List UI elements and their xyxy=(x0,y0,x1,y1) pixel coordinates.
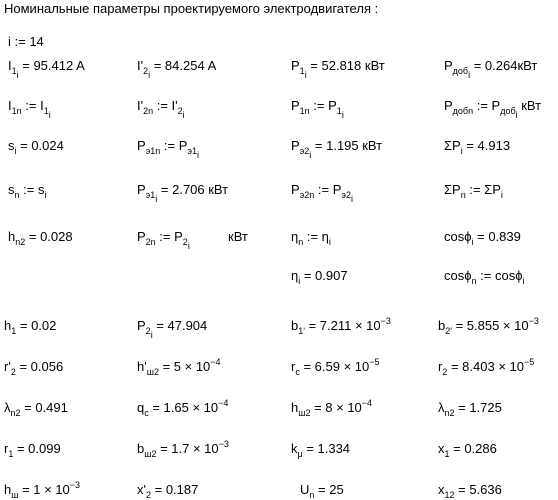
formula-cell: $x_{12} = 5.636$ xyxy=(438,482,502,500)
formula-cell: $r_2 = 8.403 \times 10^{-5}$ xyxy=(438,357,535,377)
formula-cell: $h_{ш2} = 8 \times 10^{-4}$ xyxy=(291,398,373,418)
formula-cell: i := 14 xyxy=(8,34,44,49)
formula-cell: $\Sigma P_n$ := $\Sigma P_i$ xyxy=(444,182,503,200)
formula-cell: $P_{э1_i} = 2.706$ кВт xyxy=(137,182,229,204)
formula-cell: $P_{2_i} = 47.904$ xyxy=(137,318,208,340)
formula-cell: $\eta_n$ := $\eta_i$ xyxy=(291,229,331,247)
formula-cell: $b_{1'} = 7.211 \times 10^{-3}$ xyxy=(291,316,391,336)
formula-cell: $U_n = 25$ xyxy=(300,482,344,500)
formula-cell: $r'_2 = 0.056$ xyxy=(4,359,64,377)
formula-cell: cosϕ$_n$ := cosϕ$_i$ xyxy=(444,268,525,286)
formula-cell: $I_{1_i} = 95.412$ A xyxy=(8,58,85,80)
formula-cell: $b_{2'} = 5.855 \times 10^{-3}$ xyxy=(438,316,539,336)
formula-cell: $h_ш = 1 \times 10^{-3}$ xyxy=(4,480,81,500)
formula-cell: $P_{э2n}$ := $P_{э2_i}$ xyxy=(291,182,353,204)
formula-cell: $P_{1_i} = 52.818$ кВт xyxy=(291,58,385,80)
page-title: Номинальные параметры проектируемого электродвигателя : xyxy=(4,1,379,16)
formula-cell: кВт xyxy=(228,229,248,244)
formula-cell: $r_c = 6.59 \times 10^{-5}$ xyxy=(291,357,380,377)
formula-cell: $r_1 = 0.099$ xyxy=(4,441,61,459)
formula-cell: $s_i = 0.024$ xyxy=(8,138,64,156)
formula-cell: $b_{ш2} = 1.7 \times 10^{-3}$ xyxy=(137,439,229,459)
formula-cell: $I_{1n}$ := $I_{1_i}$ xyxy=(8,98,51,120)
formula-cell: $x'_2 = 0.187$ xyxy=(137,482,199,500)
formula-cell: $q_c = 1.65 \times 10^{-4}$ xyxy=(137,398,229,418)
formula-cell: cosϕ$_i$ = 0.839 xyxy=(444,229,521,247)
formula-cell: $h_{n2} = 0.028$ xyxy=(8,229,73,247)
formula-cell: $h'_{ш2} = 5 \times 10^{-4}$ xyxy=(137,357,221,377)
formula-cell: $\lambda_{n2} = 1.725$ xyxy=(438,400,502,418)
formula-cell: $k_\mu = 1.334$ xyxy=(291,441,351,459)
formula-cell: $P_{добn}$ := $P_{доб_i}$ кВт xyxy=(444,98,542,120)
formula-cell: $P_{э2_i} = 1.195$ кВт xyxy=(291,138,383,160)
formula-cell: $s_n$ := $s_i$ xyxy=(8,182,47,200)
formula-cell: $I'_{2_i} = 84.254$ A xyxy=(137,58,217,80)
formula-cell: $P_{доб_i} = 0.264кВт$ xyxy=(444,58,538,80)
formula-cell: $P_{2n}$ := $P_{2_i}$ xyxy=(137,229,190,251)
formula-cell: $\eta_i = 0.907$ xyxy=(291,268,348,286)
formula-cell: $\lambda_{n2} = 0.491$ xyxy=(4,400,68,418)
formula-cell: $x_1 = 0.286$ xyxy=(438,441,497,459)
formula-cell: $h_1 = 0.02$ xyxy=(4,318,57,336)
formula-cell: $\Sigma P_i = 4.913$ xyxy=(444,138,511,156)
formula-cell: $P_{1n}$ := $P_{1_i}$ xyxy=(291,98,344,120)
formula-cell: $P_{э1n}$ := $P_{э1_i}$ xyxy=(137,138,199,160)
formula-cell: $I'_{2n}$ := $I'_{2_i}$ xyxy=(137,98,185,120)
